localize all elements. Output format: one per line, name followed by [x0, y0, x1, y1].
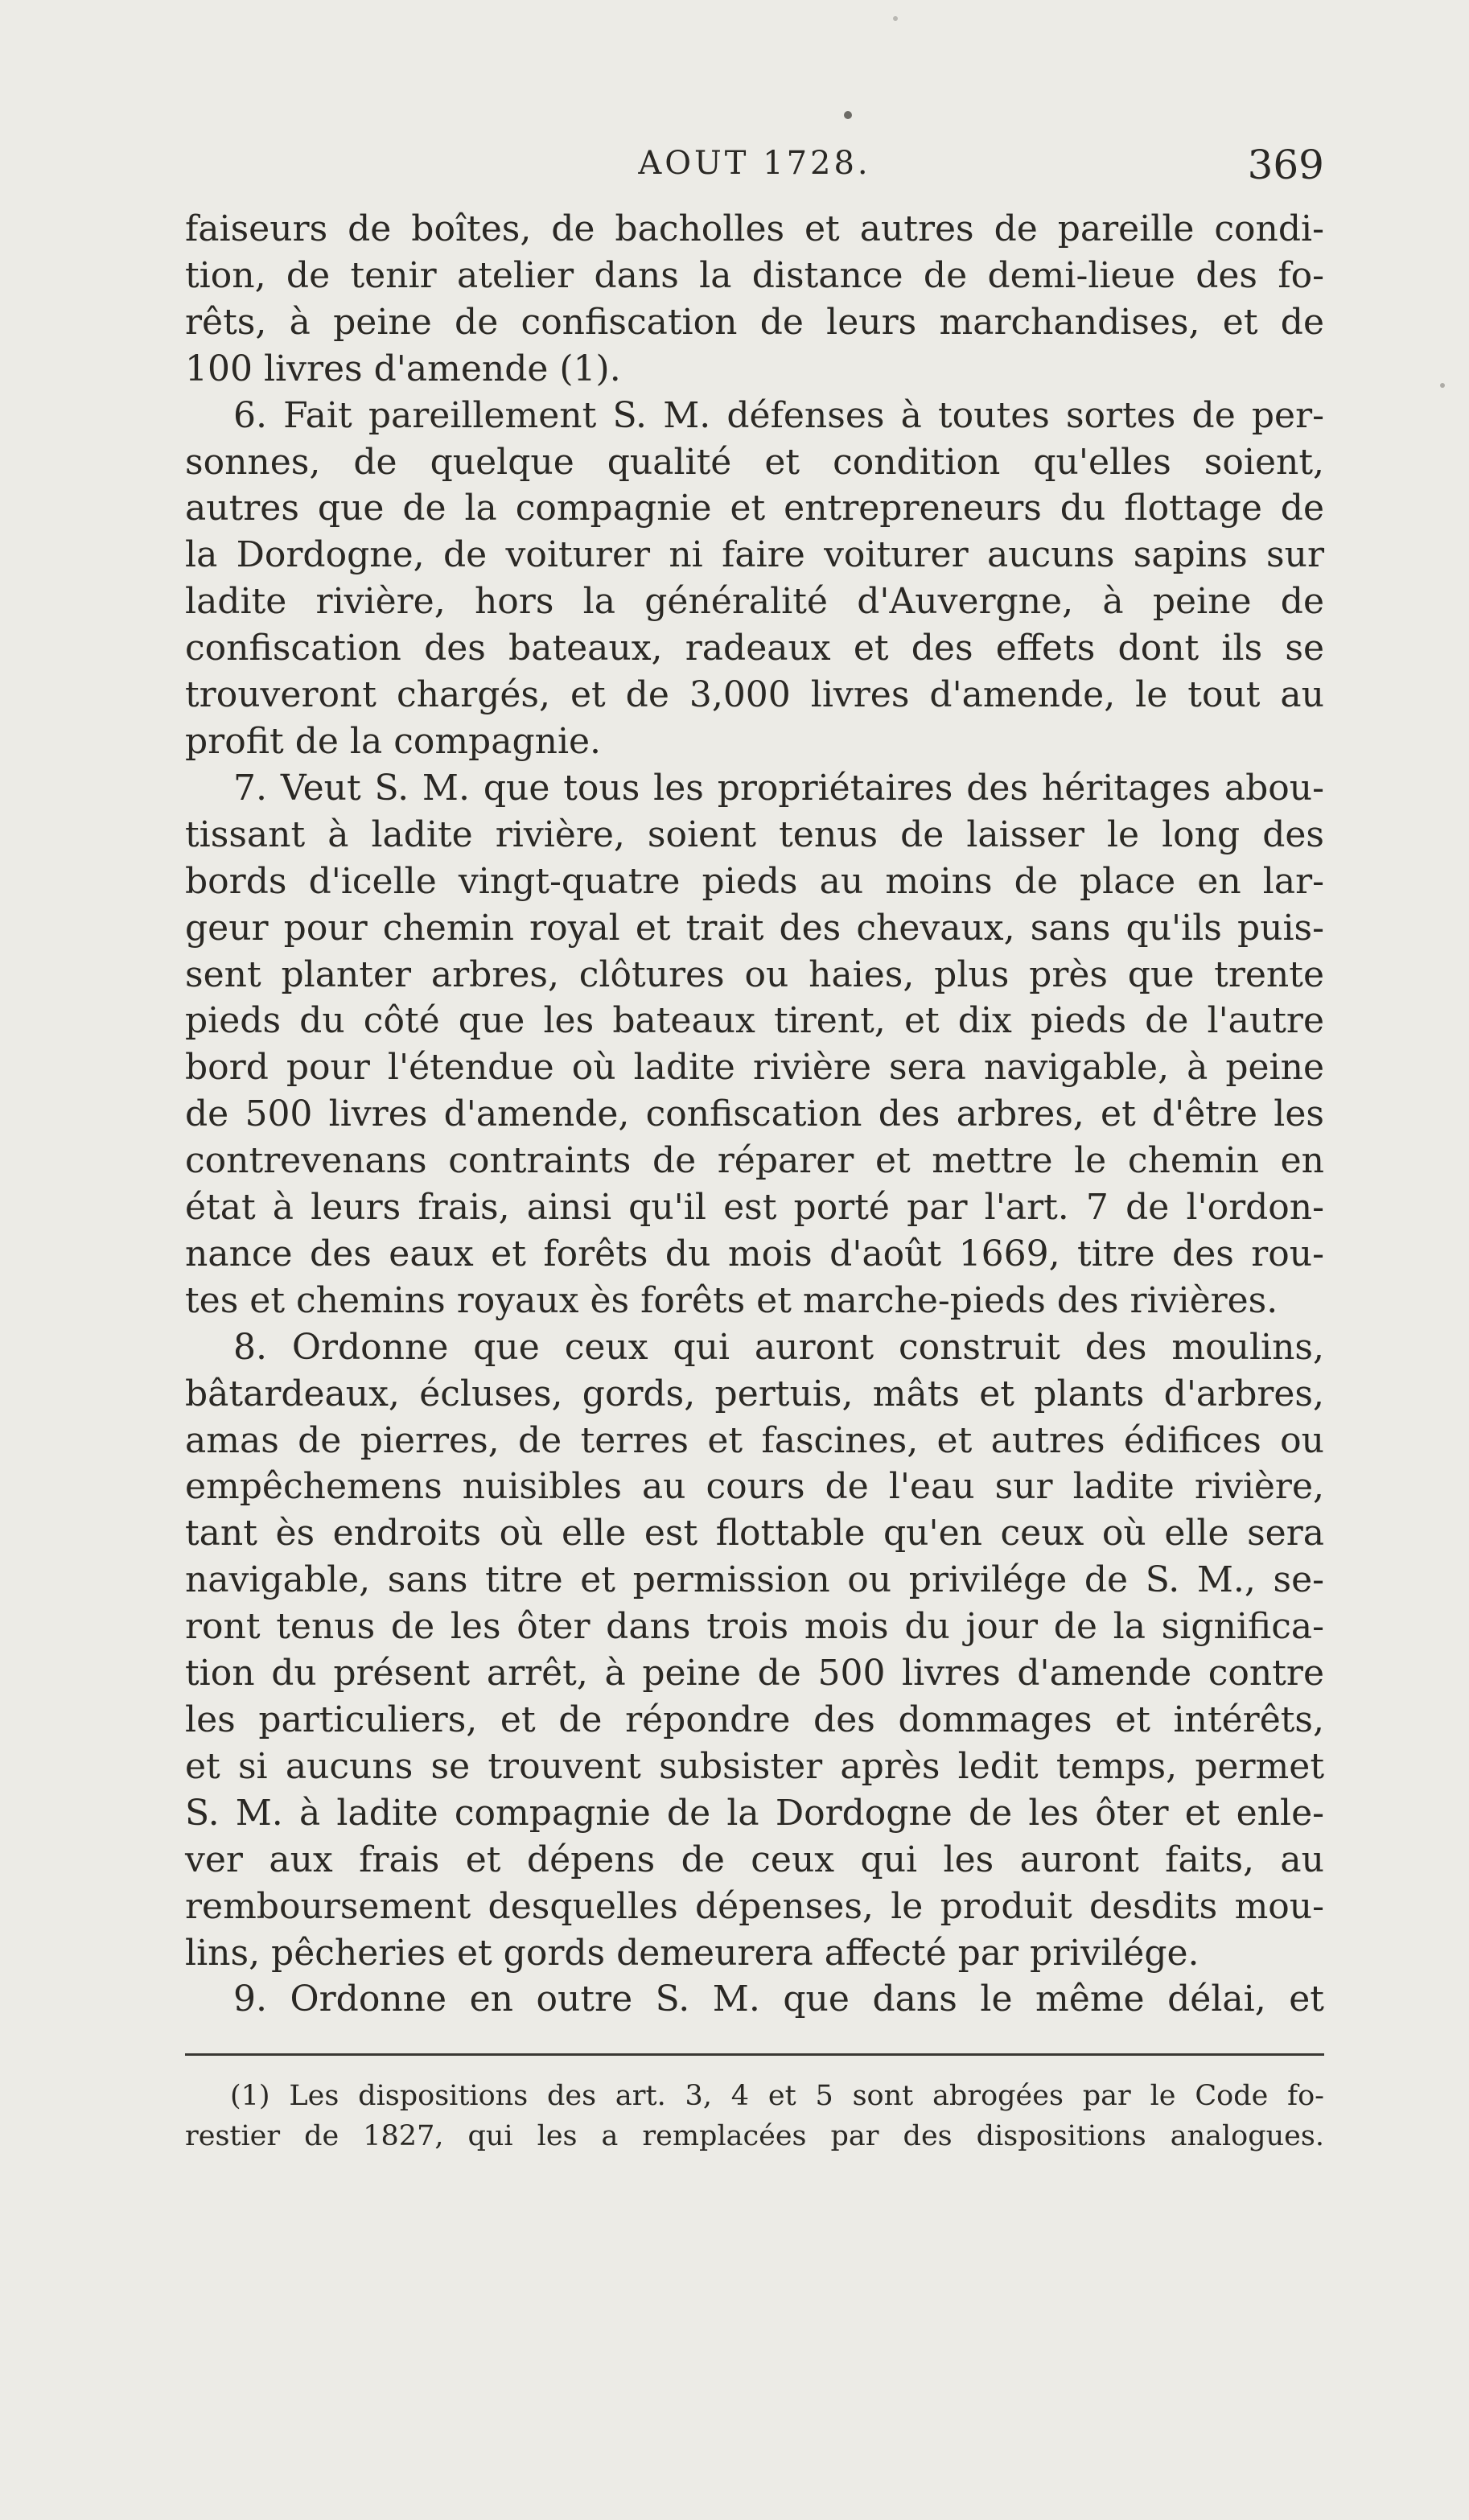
- text-line: 6. Fait pareillement S. M. défenses à toutes sortes de per-: [233, 394, 1324, 436]
- footnote-line: (1) Les dispositions des art. 3, 4 et 5 sont abrogées par le Code fo-: [230, 2080, 1324, 2112]
- text-line: lins, pêcheries et gords demeurera affecté par privilége.: [185, 1932, 1199, 1974]
- footnote-line: restier de 1827, qui les a remplacées par des dispositions analogues.: [185, 2120, 1324, 2152]
- text-line: S. M. à ladite compagnie de la Dordogne de les ôter et enle-: [185, 1792, 1324, 1834]
- text-line: 9. Ordonne en outre S. M. que dans le même délai, et: [233, 1979, 1324, 2020]
- body-text: [185, 206, 1324, 2023]
- text-line: tes et chemins royaux ès forêts et marche-pieds des rivières.: [185, 1279, 1278, 1321]
- text-line: remboursement desquelles dépenses, le produit desdits mou-: [185, 1885, 1324, 1927]
- text-line: de 500 livres d'amende, confiscation des arbres, et d'être les: [185, 1093, 1324, 1135]
- text-line: tant ès endroits où elle est flottable qu'en ceux où elle sera: [185, 1513, 1324, 1554]
- page-number: 369: [1247, 142, 1324, 188]
- text-line: bords d'icelle vingt-quatre pieds au moins de place en lar-: [185, 860, 1324, 902]
- text-line: 8. Ordonne que ceux qui auront construit des moulins,: [233, 1326, 1324, 1368]
- text-line: ront tenus de les ôter dans trois mois du jour de la significa-: [185, 1606, 1324, 1648]
- text-line: tissant à ladite rivière, soient tenus de laisser le long des: [185, 813, 1324, 855]
- text-line: profit de la compagnie.: [185, 720, 602, 762]
- text-line: navigable, sans titre et permission ou privilége de S. M., se-: [185, 1559, 1324, 1601]
- text-line: nance des eaux et forêts du mois d'août 1669, titre des rou-: [185, 1233, 1324, 1274]
- ink-speck: [844, 111, 852, 119]
- text-line: bord pour l'étendue où ladite rivière sera navigable, à peine: [185, 1047, 1324, 1089]
- ink-speck: [1440, 383, 1445, 388]
- text-line: tion du présent arrêt, à peine de 500 livres d'amende contre: [185, 1653, 1324, 1694]
- footnote-divider: [185, 2053, 1324, 2056]
- text-line: confiscation des bateaux, radeaux et des effets dont ils se: [185, 628, 1324, 669]
- ink-speck: [893, 16, 898, 21]
- text-line: geur pour chemin royal et trait des chevaux, sans qu'ils puis-: [185, 907, 1324, 949]
- text-line: et si aucuns se trouvent subsister après ledit temps, permet: [185, 1745, 1324, 1787]
- footnote: [185, 2076, 1324, 2156]
- text-line: la Dordogne, de voiturer ni faire voiturer aucuns sapins sur: [185, 534, 1324, 576]
- text-line: sonnes, de quelque qualité et condition qu'elles soient,: [185, 441, 1324, 483]
- text-line: ver aux frais et dépens de ceux qui les auront faits, au: [185, 1839, 1324, 1880]
- text-line: faiseurs de boîtes, de bacholles et autres de pareille condi-: [185, 208, 1324, 249]
- text-line: 100 livres d'amende (1).: [185, 348, 621, 389]
- text-line: amas de pierres, de terres et fascines, et autres édifices ou: [185, 1419, 1324, 1461]
- text-line: empêchemens nuisibles au cours de l'eau sur ladite rivière,: [185, 1466, 1324, 1508]
- text-line: les particuliers, et de répondre des dommages et intérêts,: [185, 1699, 1324, 1740]
- text-line: ladite rivière, hors la généralité d'Auvergne, à peine de: [185, 581, 1324, 623]
- text-line: état à leurs frais, ainsi qu'il est porté par l'art. 7 de l'ordon-: [185, 1187, 1324, 1229]
- text-line: autres que de la compagnie et entrepreneurs du flottage de: [185, 488, 1324, 529]
- text-line: 7. Veut S. M. que tous les propriétaires des héritages abou-: [233, 767, 1324, 809]
- text-line: rêts, à peine de confiscation de leurs marchandises, et de: [185, 301, 1324, 343]
- text-line: pieds du côté que les bateaux tirent, et dix pieds de l'autre: [185, 1000, 1324, 1042]
- page-header: [185, 142, 1324, 198]
- text-line: trouveront chargés, et de 3,000 livres d'amende, le tout au: [185, 674, 1324, 716]
- text-line: sent planter arbres, clôtures ou haies, plus près que trente: [185, 953, 1324, 995]
- text-line: contrevenans contraints de réparer et mettre le chemin en: [185, 1140, 1324, 1182]
- text-line: bâtardeaux, écluses, gords, pertuis, mâts et plants d'arbres,: [185, 1373, 1324, 1414]
- text-line: tion, de tenir atelier dans la distance de demi-lieue des fo-: [185, 254, 1324, 296]
- running-head: AOUT 1728.: [638, 145, 871, 182]
